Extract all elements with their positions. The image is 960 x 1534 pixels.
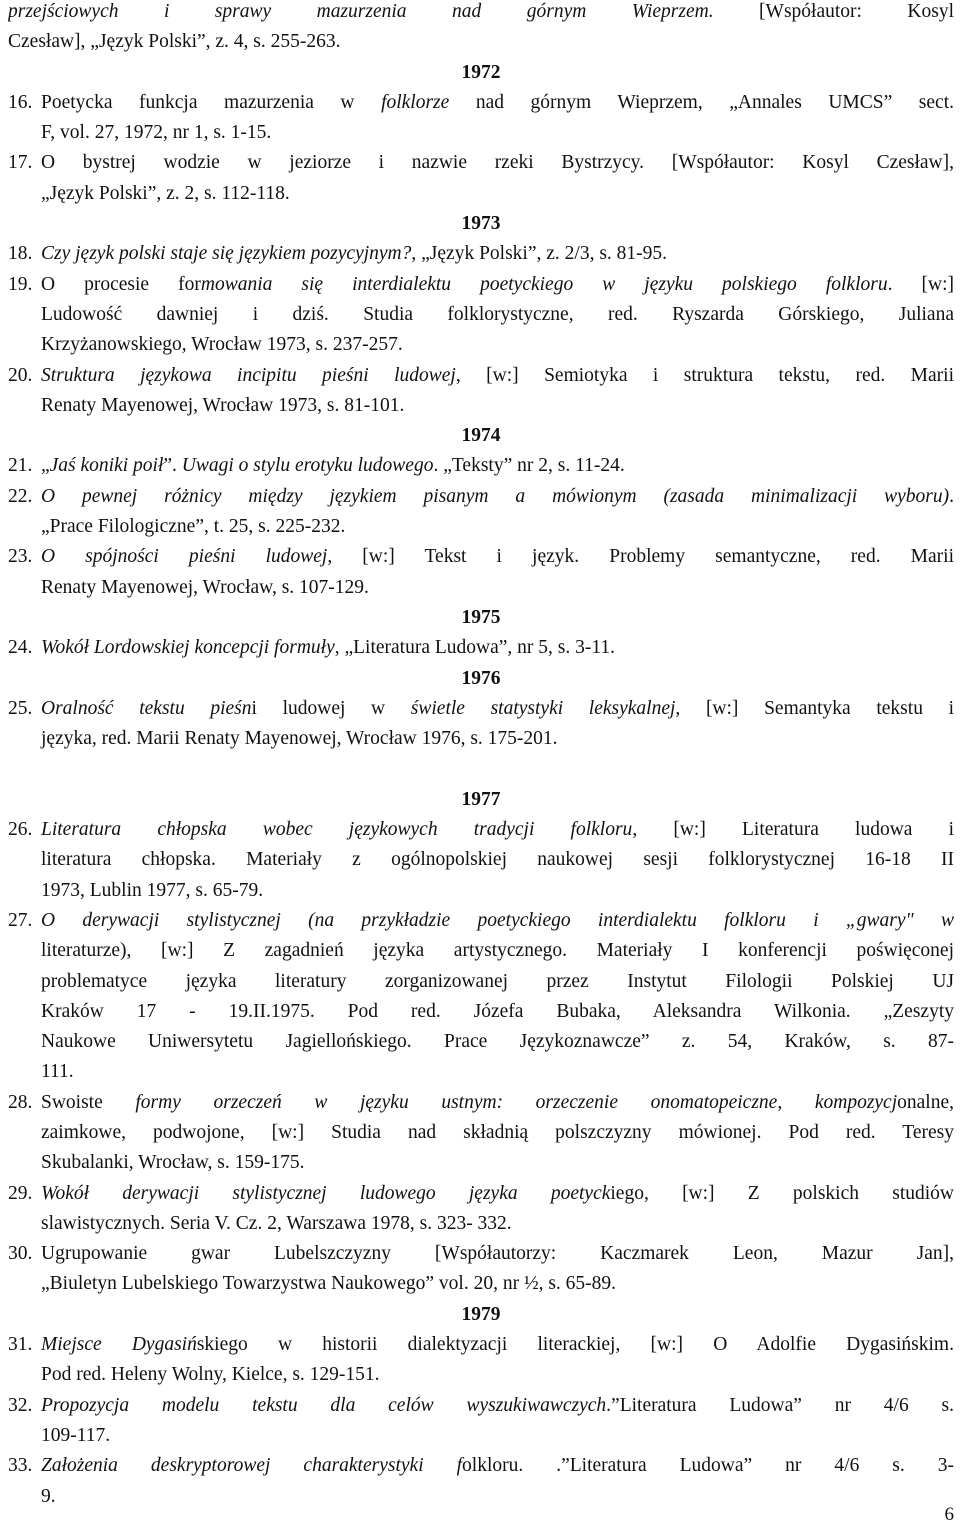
entry-text: Naukowe Uniwersytetu Jagiellońskiego. Prace Językoznawcze” z. 54, Kraków, s. 87- <box>41 1031 954 1053</box>
bibliography-entry-start <box>8 1391 954 1421</box>
entry-number: 29. <box>8 1182 33 1204</box>
entry-number: 25. <box>8 697 33 719</box>
year-heading: 1976 <box>461 667 501 689</box>
entry-text: Ludowość dawniej i dziś. Studia folklorystyczne, red. Ryszarda Górskiego, Juliana <box>41 303 954 325</box>
bibliography-line <box>8 391 954 421</box>
bibliography-line <box>8 936 954 966</box>
entry-text: literatura chłopska. Materiały z ogólnopolskiej naukowej sesji folklorystycznej 16-18 II <box>41 849 954 871</box>
entry-number: 30. <box>8 1243 33 1265</box>
year-heading: 1979 <box>461 1303 501 1325</box>
entry-text: 1973, Lublin 1977, s. 65-79. <box>41 879 264 901</box>
entry-text: Wokół Lordowskiej koncepcji formuły, „Literatura Ludowa”, nr 5, s. 3-11. <box>41 637 616 659</box>
bibliography-entry-start <box>8 451 954 481</box>
bibliography-entry-start <box>8 633 954 663</box>
bibliography-line <box>8 573 954 603</box>
entry-text: Oralność tekstu pieśni ludowej w świetle statystyki leksykalnej, [w:] Semantyka tekstu i <box>41 697 954 719</box>
entry-text: języka, red. Marii Renaty Mayenowej, Wrocław 1976, s. 175-201. <box>41 728 558 750</box>
entry-number: 28. <box>8 1091 33 1113</box>
bibliography-entry-start <box>8 270 954 300</box>
entry-text: 109-117. <box>41 1424 111 1446</box>
bibliography-entry-start <box>8 482 954 512</box>
bibliography-line <box>8 512 954 542</box>
entry-text: O bystrej wodzie w jeziorze i nazwie rzeki Bystrzycy. [Współautor: Kosyl Czesław], <box>41 152 954 174</box>
bibliography-entry-start <box>8 906 954 936</box>
entry-text: Struktura językowa incipitu pieśni ludowej, [w:] Semiotyka i struktura tekstu, red. Marii <box>41 364 954 386</box>
bibliography-entry-start <box>8 1179 954 1209</box>
bibliography-entry-start <box>8 88 954 118</box>
entry-text: zaimkowe, podwojone, [w:] Studia nad składnią polszczyzny mówionej. Pod red. Teresy <box>41 1121 954 1143</box>
entry-number: 27. <box>8 909 33 931</box>
entry-text: problematyce języka literatury zorganizowanej przez Instytut Filologii Polskiej UJ <box>41 970 954 992</box>
bibliography-line <box>8 179 954 209</box>
entry-number: 33. <box>8 1455 33 1477</box>
entry-text: O procesie formowania się interdialektu poetyckiego w języku polskiego folkloru. [w:] <box>41 273 954 295</box>
entry-number: 31. <box>8 1334 33 1356</box>
year-heading: 1975 <box>461 606 501 628</box>
entry-text: Swoiste formy orzeczeń w języku ustnym: orzeczenie onomatopeiczne, kompozycjonalne, <box>41 1091 954 1113</box>
entry-text: Poetycka funkcja mazurzenia w folklorze nad górnym Wieprzem, „Annales UMCS” sect. <box>41 91 954 113</box>
entry-text: „Prace Filologiczne”, t. 25, s. 225-232. <box>41 516 346 538</box>
entry-text: slawistycznych. Seria V. Cz. 2, Warszawa 1978, s. 323- 332. <box>41 1212 512 1234</box>
entry-text: Propozycja modelu tekstu dla celów wyszukiwawczych.”Literatura Ludowa” nr 4/6 s. <box>41 1394 954 1416</box>
bibliography-line <box>8 724 954 754</box>
bibliography-line <box>8 997 954 1027</box>
bibliography-entry-start <box>8 815 954 845</box>
bibliography-line <box>8 118 954 148</box>
bibliography-entry-start <box>8 694 954 724</box>
entry-number: 19. <box>8 273 33 295</box>
entry-text: O derywacji stylistycznej (na przykładzie poetyckiego interdialektu folkloru i „gwary" w <box>41 909 954 931</box>
year-heading: 1972 <box>461 61 501 83</box>
entry-text: Literatura chłopska wobec językowych tradycji folkloru, [w:] Literatura ludowa i <box>41 819 954 841</box>
bibliography-entry-start <box>8 542 954 572</box>
bibliography-line <box>8 1148 954 1178</box>
year-heading: 1973 <box>461 213 501 235</box>
document-page <box>8 0 954 1512</box>
entry-number: 17. <box>8 152 33 174</box>
bibliography-entry-start <box>8 1239 954 1269</box>
entry-text: Czesław], „Język Polski”, z. 4, s. 255-263. <box>8 31 341 53</box>
blank-line <box>8 754 954 784</box>
entry-text: O pewnej różnicy między językiem pisanym a mówionym (zasada minimalizacji wyboru). <box>41 485 954 507</box>
entry-number: 24. <box>8 637 33 659</box>
entry-text: Renaty Mayenowej, Wrocław 1973, s. 81-101. <box>41 394 405 416</box>
bibliography-entry-start <box>8 361 954 391</box>
year-heading: 1977 <box>461 788 501 810</box>
bibliography-line <box>8 300 954 330</box>
entry-text: Kraków 17 - 19.II.1975. Pod red. Józefa Bubaka, Aleksandra Wilkonia. „Zeszyty <box>41 1000 954 1022</box>
bibliography-line <box>8 876 954 906</box>
entry-text: 9. <box>41 1485 56 1507</box>
entry-number: 18. <box>8 243 33 265</box>
bibliography-line <box>8 845 954 875</box>
entry-text: F, vol. 27, 1972, nr 1, s. 1-15. <box>41 122 272 144</box>
entry-text: Skubalanki, Wrocław, s. 159-175. <box>41 1152 305 1174</box>
bibliography-entry-start <box>8 1088 954 1118</box>
bibliography-line <box>8 1209 954 1239</box>
bibliography-line <box>8 27 954 57</box>
entry-text: literaturze), [w:] Z zagadnień języka artystycznego. Materiały I konferencji poświęconej <box>41 940 954 962</box>
bibliography-entry-start <box>8 1330 954 1360</box>
bibliography-line <box>8 0 954 27</box>
entry-text: „Biuletyn Lubelskiego Towarzystwa Naukowego” vol. 20, nr ½, s. 65-89. <box>41 1273 617 1295</box>
entry-text: przejściowych i sprawy mazurzenia nad górnym Wieprzem. [Współautor: Kosyl <box>8 1 954 22</box>
bibliography-entry-start <box>8 1451 954 1481</box>
bibliography-line <box>8 1057 954 1087</box>
entry-text: Założenia deskryptorowej charakterystyki folkloru. .”Literatura Ludowa” nr 4/6 s. 3- <box>41 1455 954 1477</box>
bibliography-line <box>8 1118 954 1148</box>
entry-number: 20. <box>8 364 33 386</box>
entry-text: Renaty Mayenowej, Wrocław, s. 107-129. <box>41 576 369 598</box>
page-number: 6 <box>944 1503 954 1525</box>
entry-text: 111. <box>41 1061 74 1083</box>
entry-number: 32. <box>8 1394 33 1416</box>
entry-text: „Język Polski”, z. 2, s. 112-118. <box>41 182 290 204</box>
entry-text: Czy język polski staje się językiem pozycyjnym?, „Język Polski”, z. 2/3, s. 81-95. <box>41 243 668 265</box>
bibliography-line <box>8 1269 954 1299</box>
bibliography-line <box>8 1360 954 1390</box>
entry-text: Krzyżanowskiego, Wrocław 1973, s. 237-257. <box>41 334 403 356</box>
year-heading: 1974 <box>461 425 501 447</box>
bibliography-line <box>8 967 954 997</box>
bibliography-line <box>8 330 954 360</box>
entry-text: Ugrupowanie gwar Lubelszczyzny [Współautorzy: Kaczmarek Leon, Mazur Jan], <box>41 1243 954 1265</box>
bibliography-entry-start <box>8 239 954 269</box>
entry-text: Pod red. Heleny Wolny, Kielce, s. 129-151. <box>41 1364 380 1386</box>
entry-number: 16. <box>8 91 33 113</box>
entry-number: 21. <box>8 455 33 477</box>
bibliography-entry-start <box>8 148 954 178</box>
entry-number: 26. <box>8 819 33 841</box>
bibliography-line <box>8 1421 954 1451</box>
entry-text: O spójności pieśni ludowej, [w:] Tekst i język. Problemy semantyczne, red. Marii <box>41 546 954 568</box>
entry-number: 22. <box>8 485 33 507</box>
bibliography-line <box>8 1027 954 1057</box>
entry-number: 23. <box>8 546 33 568</box>
entry-text: Wokół derywacji stylistycznej ludowego języka poetyckiego, [w:] Z polskich studiów <box>41 1182 954 1204</box>
bibliography-line <box>8 1482 954 1512</box>
entry-text: Miejsce Dygasińskiego w historii dialektyzacji literackiej, [w:] O Adolfie Dygasińskim. <box>41 1334 954 1356</box>
entry-text: „Jaś koniki poił”. Uwagi o stylu erotyku ludowego. „Teksty” nr 2, s. 11-24. <box>41 455 625 477</box>
